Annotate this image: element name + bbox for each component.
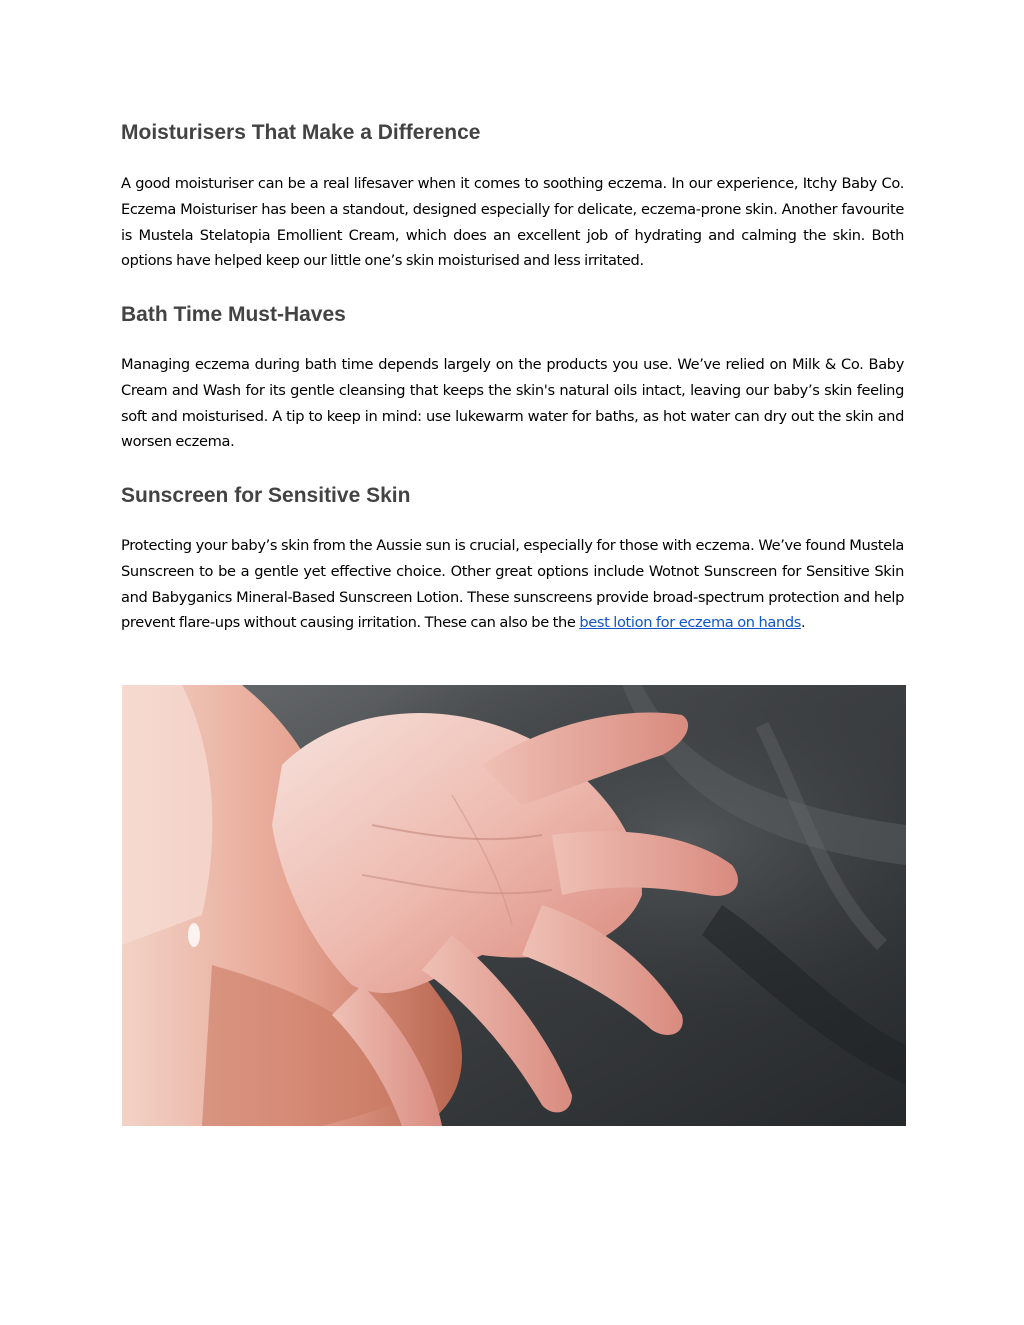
section-body-bath-time: Managing eczema during bath time depends largely on the products you use. We’ve relied on Milk & Co. Baby Cream and Wash for its gentle cleansing that keeps the skin's natural oils intact, leaving our baby’s skin feeling soft and moisturised. A tip to keep in mind: use lukewarm water for baths, as hot water can dry out the skin and worsen eczema.	[121, 356, 904, 451]
baby-hand-photo	[122, 685, 906, 1126]
section-body-sunscreen	[121, 533, 904, 636]
sunscreen-body-trailing: .	[801, 614, 806, 632]
sunscreen-body-text: Protecting your baby’s skin from the Aussie sun is crucial, especially for those with eczema. We’ve found Mustela Sunscreen to be a gentle yet effective choice. Other great options include Wotnot Sunscreen for Sensitive Skin and Babyganics Mineral-Based Sunscreen Lotion. These sunscreens provide broad-spectrum protection and help prevent flare-ups without causing irritation. These can also be the	[121, 537, 904, 632]
eczema-lotion-link[interactable]: best lotion for eczema on hands	[579, 614, 802, 632]
section-heading-bath-time: Bath Time Must-Haves	[121, 303, 346, 326]
section-body-moisturisers: A good moisturiser can be a real lifesaver when it comes to soothing eczema. In our experience, Itchy Baby Co. Eczema Moisturiser has been a standout, designed especially for delicate, eczema-prone skin. Another favourite is Mustela Stelatopia Emollient Cream, which does an excellent job of hydrating and calming the skin. Both options have helped keep our little one’s skin moisturised and less irritated.	[121, 175, 904, 270]
section-heading-sunscreen: Sunscreen for Sensitive Skin	[121, 484, 411, 507]
section-heading-moisturisers: Moisturisers That Make a Difference	[121, 121, 481, 144]
